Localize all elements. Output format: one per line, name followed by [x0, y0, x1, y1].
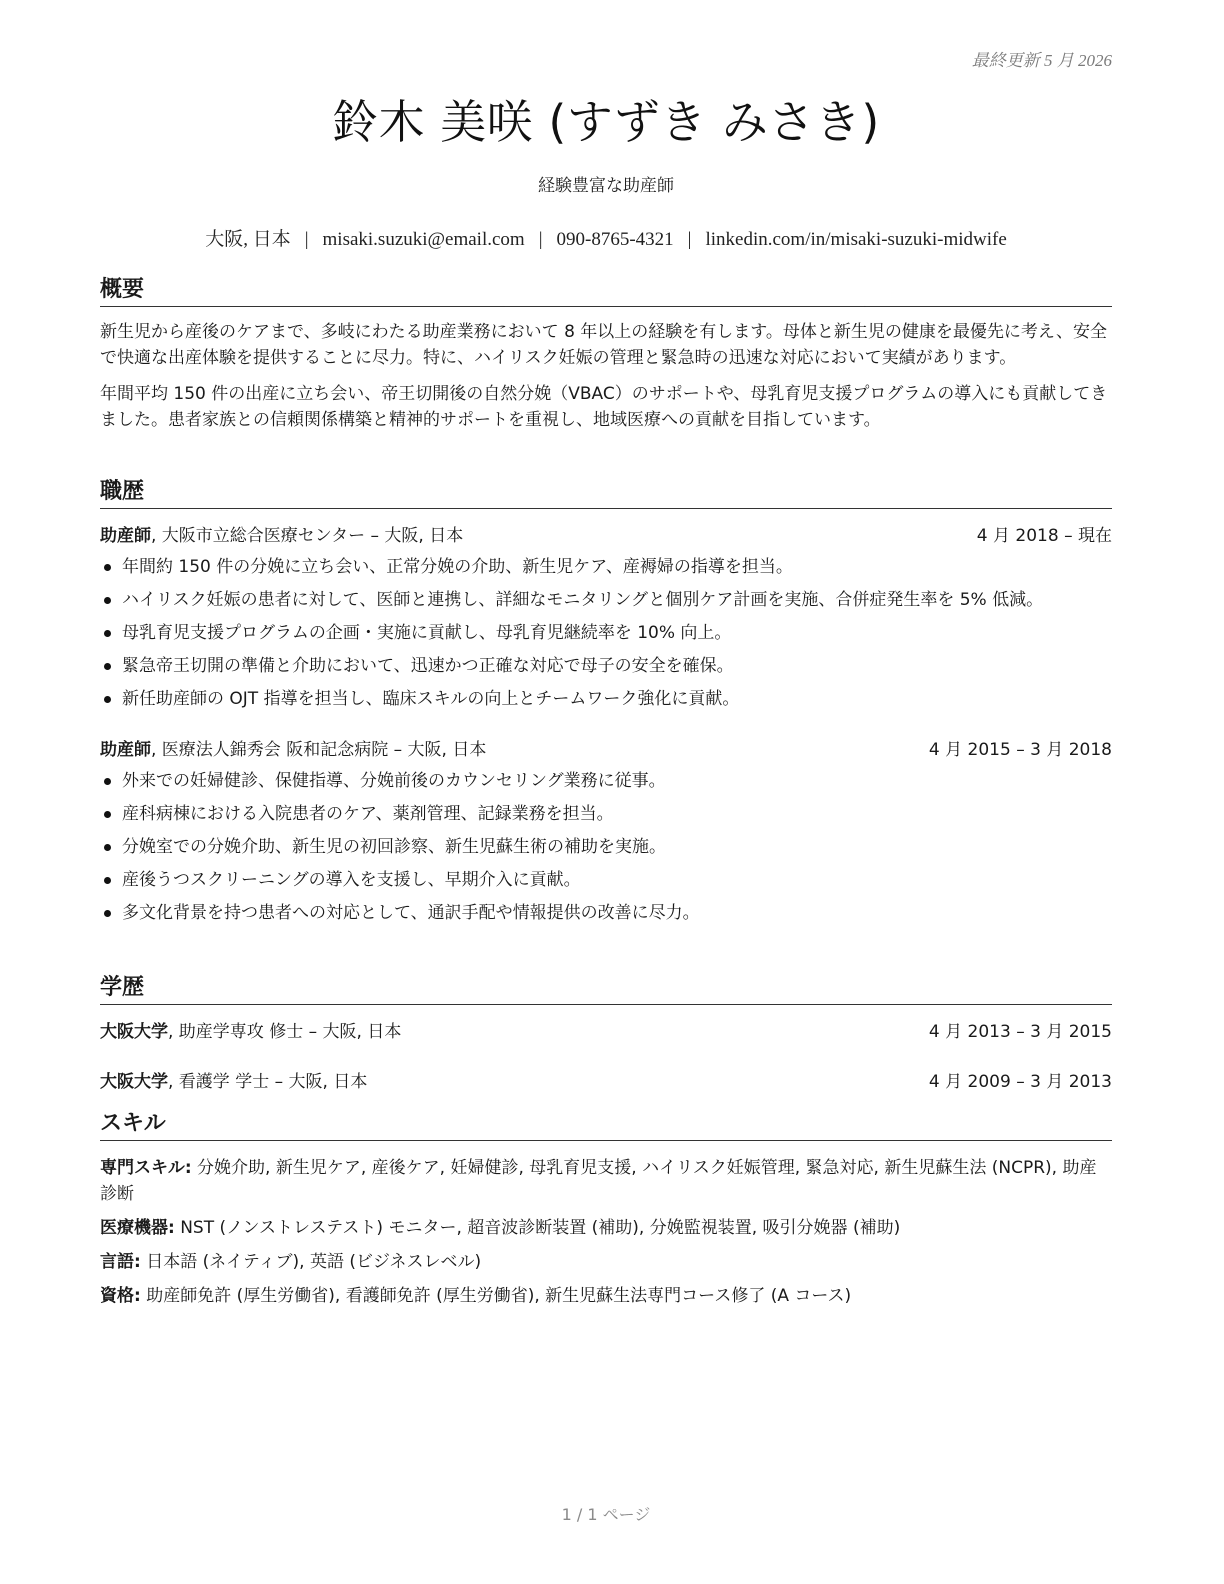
job-bullets: [100, 555, 1112, 711]
job-org: , 大阪市立総合医療センター – 大阪, 日本: [151, 526, 464, 546]
list-item: 外来での妊婦健診、保健指導、分娩前後のカウンセリング業務に従事。: [100, 769, 1112, 793]
contact-linkedin[interactable]: linkedin.com/in/misaki-suzuki-midwife: [705, 229, 1007, 250]
skill-value: 助産師免許 (厚生労働省), 看護師免許 (厚生労働省), 新生児蘇生法専門コース修了 (A コース): [140, 1286, 852, 1306]
education-entry: [100, 1019, 1112, 1045]
section-title-skills: スキル: [100, 1110, 1112, 1141]
list-item: 新任助産師の OJT 指導を担当し、臨床スキルの向上とチームワーク強化に貢献。: [100, 687, 1112, 711]
list-item: 分娩室での分娩介助、新生児の初回診察、新生児蘇生術の補助を実施。: [100, 835, 1112, 859]
experience-section: [100, 478, 1112, 925]
education-entry: [100, 1069, 1112, 1095]
job-entry: [100, 737, 1112, 925]
job-bullets: [100, 769, 1112, 925]
candidate-name: 鈴木 美咲 (すずき みさき): [332, 95, 880, 149]
list-item: 産後うつスクリーニングの導入を支援し、早期介入に貢献。: [100, 868, 1112, 892]
skill-line: [100, 1283, 1112, 1309]
list-item: ハイリスク妊娠の患者に対して、医師と連携し、詳細なモニタリングと個別ケア計画を実施、合併症発生率を 5% 低減。: [100, 588, 1112, 612]
summary-paragraph: 年間平均 150 件の出産に立ち会い、帝王切開後の自然分娩（VBAC）のサポートや、母乳育児支援プログラムの導入にも貢献してきました。患者家族との信頼関係構築と精神的サポートを重視し、地域医療への貢献を目指しています。: [100, 384, 1108, 430]
summary-paragraph: 新生児から産後のケアまで、多岐にわたる助産業務において 8 年以上の経験を有します。母体と新生児の健康を最優先に考え、安全で快適な出産体験を提供することに尽力。特に、ハイリスク妊娠の管理と緊急時の迅速な対応において実績があります。: [100, 322, 1107, 368]
skill-label: 医療機器:: [100, 1218, 175, 1238]
skill-value: 分娩介助, 新生児ケア, 産後ケア, 妊婦健診, 母乳育児支援, ハイリスク妊娠管理, 緊急対応, 新生児蘇生法 (NCPR), 助産診断: [100, 1158, 1097, 1204]
skill-label: 専門スキル:: [100, 1158, 192, 1178]
skill-value: NST (ノンストレステスト) モニター, 超音波診断装置 (補助), 分娩監視装置, 吸引分娩器 (補助): [174, 1218, 901, 1238]
skill-value: 日本語 (ネイティブ), 英語 (ビジネスレベル): [140, 1252, 482, 1272]
section-title-summary: 概要: [100, 276, 1112, 307]
list-item: 産科病棟における入院患者のケア、薬剤管理、記録業務を担当。: [100, 802, 1112, 826]
job-role: 助産師: [100, 740, 151, 760]
job-org: , 医療法人錦秀会 阪和記念病院 – 大阪, 日本: [151, 740, 487, 760]
contact-email[interactable]: misaki.suzuki@email.com: [322, 229, 525, 250]
resume-page: [100, 0, 1112, 1584]
list-item: 緊急帝王切開の準備と介助において、迅速かつ正確な対応で母子の安全を確保。: [100, 654, 1112, 678]
list-item: 母乳育児支援プログラムの企画・実施に貢献し、母乳育児継続率を 10% 向上。: [100, 621, 1112, 645]
section-title-education: 学歴: [100, 974, 1112, 1005]
school-name: 大阪大学: [100, 1022, 168, 1042]
last-updated: 最終更新 5 月 2026: [971, 51, 1112, 70]
school-name: 大阪大学: [100, 1072, 168, 1092]
job-header: [100, 737, 1112, 763]
job-dates: 4 月 2015 – 3 月 2018: [928, 740, 1112, 760]
section-title-experience: 職歴: [100, 478, 1112, 509]
contact-line: [100, 224, 1112, 251]
job-entry: [100, 523, 1112, 711]
skill-line: [100, 1155, 1112, 1207]
degree-detail: , 看護学 学士 – 大阪, 日本: [168, 1072, 368, 1092]
contact-phone[interactable]: 090-8765-4321: [556, 229, 674, 250]
contact-separator: |: [538, 229, 543, 250]
list-item: 多文化背景を持つ患者への対応として、通訳手配や情報提供の改善に尽力。: [100, 901, 1112, 925]
summary-section: [100, 276, 1112, 433]
skill-label: 言語:: [100, 1252, 141, 1272]
degree-detail: , 助産学専攻 修士 – 大阪, 日本: [168, 1022, 402, 1042]
contact-location: 大阪, 日本: [205, 229, 291, 250]
job-header: [100, 523, 1112, 549]
job-dates: 4 月 2018 – 現在: [976, 526, 1112, 546]
page-number: 1 / 1 ページ: [561, 1505, 651, 1524]
candidate-title: 経験豊富な助産師: [538, 176, 674, 196]
contact-separator: |: [304, 229, 309, 250]
contact-separator: |: [687, 229, 692, 250]
job-role: 助産師: [100, 526, 151, 546]
education-section: [100, 974, 1112, 1095]
skill-line: [100, 1249, 1112, 1275]
list-item: 年間約 150 件の分娩に立ち会い、正常分娩の介助、新生児ケア、産褥婦の指導を担当。: [100, 555, 1112, 579]
skill-line: [100, 1215, 1112, 1241]
education-dates: 4 月 2009 – 3 月 2013: [928, 1072, 1112, 1092]
skills-section: [100, 1110, 1112, 1317]
skill-label: 資格:: [100, 1286, 141, 1306]
education-dates: 4 月 2013 – 3 月 2015: [928, 1022, 1112, 1042]
